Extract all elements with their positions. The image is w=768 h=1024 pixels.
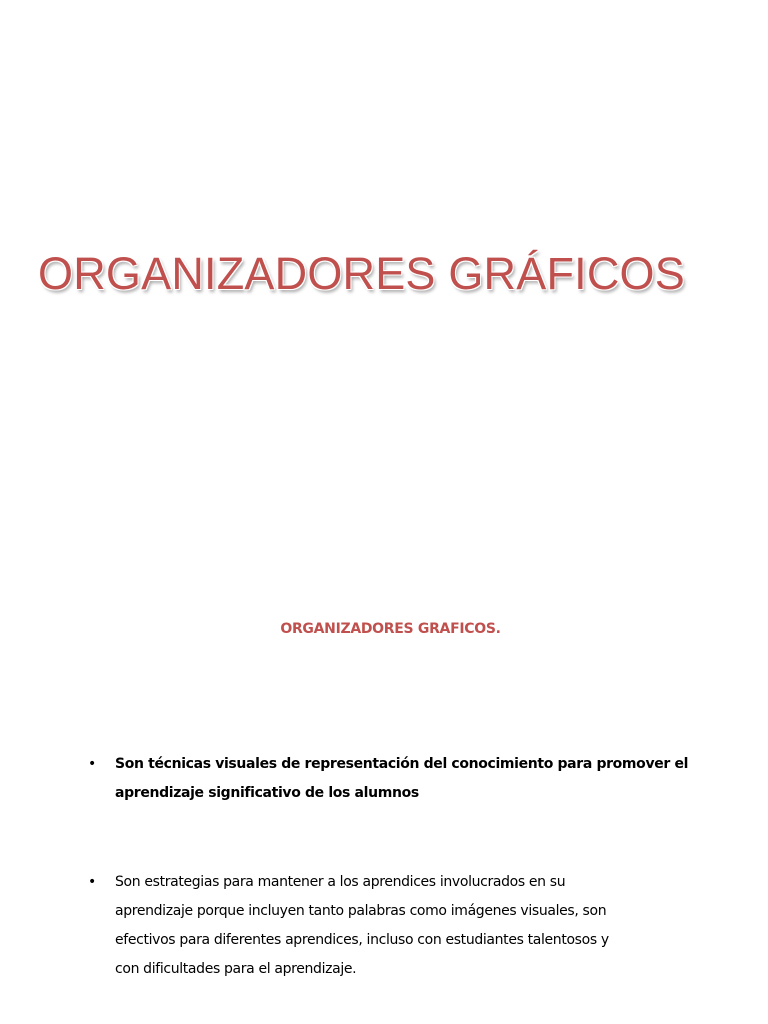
- page-title: ORGANIZADORES GRÁFICOS: [38, 248, 685, 299]
- text-line: Son técnicas visuales de representación del conocimiento para promover el: [115, 756, 689, 772]
- bullet-text: [115, 868, 715, 984]
- text-line: con dificultades para el aprendizaje.: [115, 961, 357, 977]
- text-line: efectivos para diferentes aprendices, incluso con estudiantes talentosos y: [115, 932, 609, 948]
- bullet-icon: •: [88, 874, 97, 890]
- bullet-icon: •: [88, 756, 97, 772]
- text-line: aprendizaje significativo de los alumnos: [115, 785, 419, 801]
- text-line: Son estrategias para mantener a los aprendices involucrados en su: [115, 874, 566, 890]
- bullet-text: [115, 750, 715, 808]
- section-heading: ORGANIZADORES GRAFICOS.: [280, 621, 501, 637]
- text-line: aprendizaje porque incluyen tanto palabras como imágenes visuales, son: [115, 903, 607, 919]
